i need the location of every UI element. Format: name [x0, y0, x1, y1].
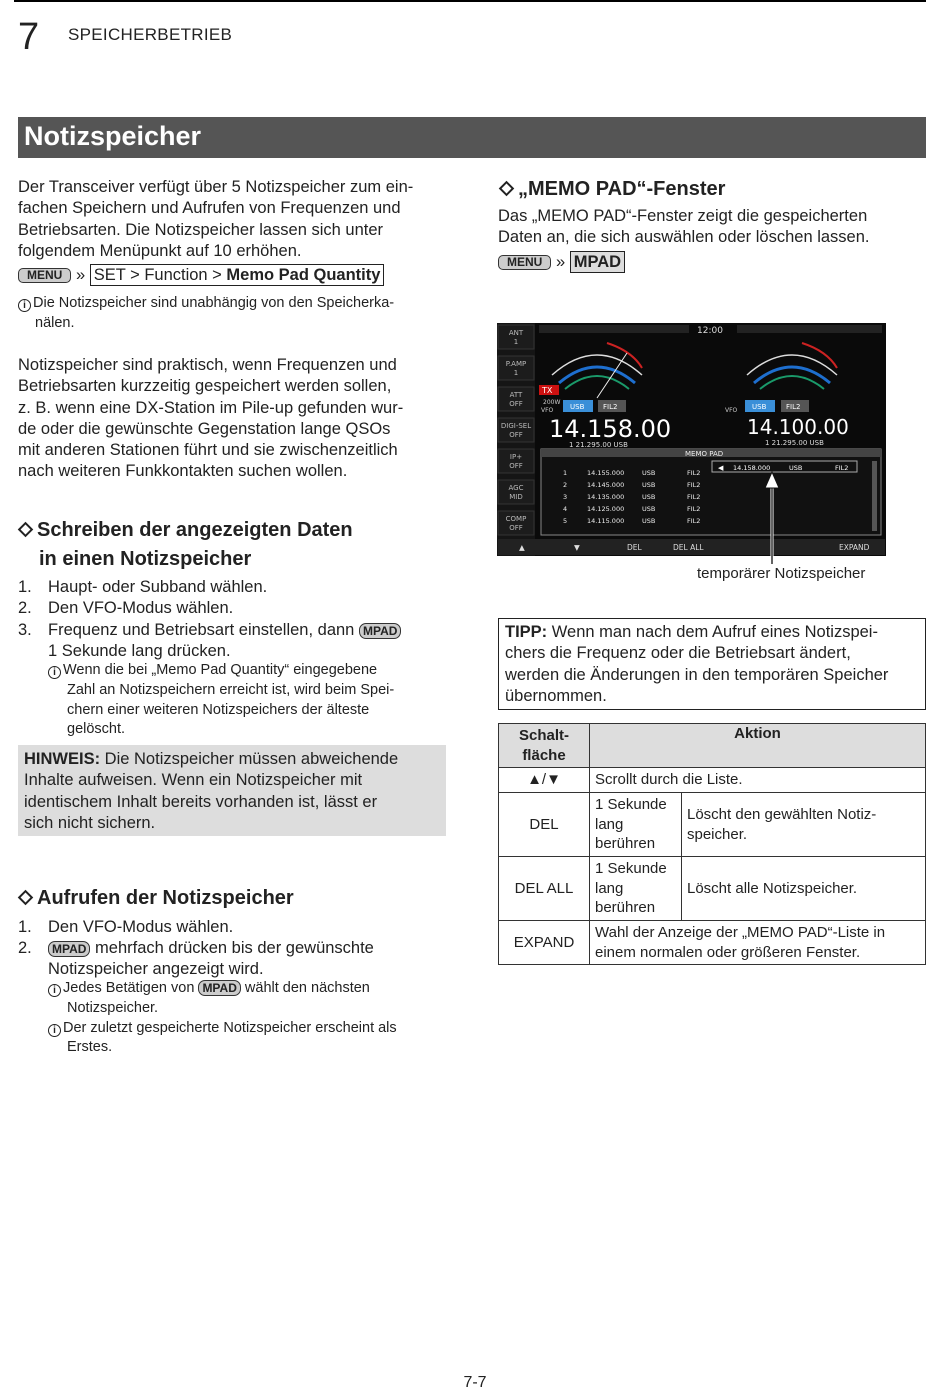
- svg-text:4: 4: [563, 505, 568, 513]
- svg-text:USB: USB: [642, 481, 656, 489]
- svg-text:OFF: OFF: [509, 400, 523, 408]
- svg-text:USB: USB: [642, 505, 656, 513]
- svg-text:DEL: DEL: [627, 543, 642, 552]
- intro-line: fachen Speichern und Aufrufen von Frequenzen und: [18, 199, 401, 218]
- mpad-path-box: MPAD: [570, 251, 625, 273]
- hinweis-box: HINWEIS: Die Notizspeicher müssen abweichende Inhalte aufweisen. Wenn ein Notizspeicher mit identischem Inhalt bereits vorhanden ist, lässt er sich nicht sichern.: [18, 745, 446, 836]
- tipp-box: TIPP: Wenn man nach dem Aufruf eines Notizspei- chers die Frequenz oder die Betriebsart ändert, werden die Änderungen in den temporären Speicher übernommen.: [498, 618, 926, 710]
- left-arrow-icon: ◀: [718, 464, 724, 472]
- list-item: 2. Den VFO-Modus wählen.: [18, 599, 234, 617]
- svg-text:1 21.295.00 USB: 1 21.295.00 USB: [569, 441, 628, 449]
- hinweis-label: HINWEIS:: [24, 750, 101, 768]
- svg-text:2: 2: [563, 481, 568, 489]
- svg-text:ANT: ANT: [508, 329, 524, 337]
- intro-line: folgendem Menüpunkt auf 10 erhöhen.: [18, 241, 302, 260]
- usage-line: mit anderen Stationen führt und sie zwischenzeitlich: [18, 441, 398, 460]
- section-banner: Notizspeicher: [18, 117, 926, 158]
- svg-text:P.AMP: P.AMP: [505, 360, 527, 368]
- recall-notes: i Jedes Betätigen von MPAD wählt den nächsten Notizspeicher. i Der zuletzt gespeicherte Notizspeicher erscheint als Erstes.: [48, 979, 448, 1058]
- usage-line: Notizspeicher sind praktisch, wenn Frequenzen und: [18, 356, 397, 374]
- svg-text:DIGI-SEL: DIGI-SEL: [500, 422, 532, 430]
- svg-text:USB: USB: [752, 403, 767, 411]
- mpad-key: MPAD: [48, 941, 90, 957]
- tipp-label: TIPP:: [505, 623, 548, 641]
- svg-text:MID: MID: [509, 493, 523, 501]
- svg-text:3: 3: [563, 493, 568, 501]
- menu-separator: »: [75, 266, 86, 284]
- svg-text:▲: ▲: [519, 543, 525, 552]
- svg-text:1: 1: [513, 369, 519, 377]
- svg-text:1: 1: [513, 338, 519, 346]
- usage-line: de oder die gewünschte Gegenstation lange QSOs: [18, 419, 391, 438]
- svg-text:ATT: ATT: [509, 391, 523, 399]
- screen-caption: temporärer Notizspeicher: [697, 565, 866, 582]
- table-row: EXPAND Wahl der Anzeige der „MEMO PAD“-Liste in einem normalen oder größeren Fenster.: [499, 921, 926, 965]
- list-item: 1. Den VFO-Modus wählen.: [18, 918, 234, 936]
- svg-text:14.155.000: 14.155.000: [587, 469, 625, 477]
- table-row: DEL ALL 1 Sekunde lang berühren Löscht alle Notizspeicher.: [499, 857, 926, 921]
- svg-text:USB: USB: [789, 464, 803, 472]
- intro-line: Der Transceiver verfügt über 5 Notizspeicher zum ein-: [18, 178, 414, 196]
- svg-text:FIL2: FIL2: [786, 403, 801, 411]
- svg-text:DEL ALL: DEL ALL: [673, 543, 704, 552]
- svg-text:1 21.295.00 USB: 1 21.295.00 USB: [765, 439, 824, 447]
- svg-text:USB: USB: [642, 517, 656, 525]
- memo-pad-desc: Das „MEMO PAD“-Fenster zeigt die gespeicherten Daten an, die sich auswählen oder löschen lassen.: [498, 207, 870, 247]
- svg-text:200W: 200W: [543, 399, 561, 406]
- usage-line: nach weiteren Funkkontakten suchen wollen.: [18, 462, 348, 481]
- svg-text:OFF: OFF: [509, 524, 523, 532]
- menu-path: SET > Function >: [93, 266, 227, 284]
- svg-text:14.135.000: 14.135.000: [587, 493, 625, 501]
- menu-path-box: [90, 264, 385, 286]
- intro-line: Betriebsarten. Die Notizspeicher lassen sich unter: [18, 220, 384, 239]
- svg-text:VFO: VFO: [725, 407, 738, 414]
- diamond-icon: [499, 180, 515, 196]
- svg-text:IP+: IP+: [509, 453, 523, 461]
- svg-text:FIL2: FIL2: [687, 493, 701, 501]
- svg-text:OFF: OFF: [509, 431, 523, 439]
- note-line: nälen.: [35, 314, 75, 331]
- page-number: 7-7: [463, 1374, 487, 1390]
- screen-svg: [497, 323, 886, 556]
- list-item: 2. MPAD mehrfach drücken bis der gewünschte Notizspeicher angezeigt wird.: [18, 939, 374, 979]
- intro-paragraph: [18, 177, 448, 262]
- svg-text:USB: USB: [570, 403, 585, 411]
- table-header-row: [499, 724, 926, 768]
- main-frequency: 14.158.00: [549, 415, 672, 443]
- usage-line: Betriebsarten kurzzeitig gespeichert werden sollen,: [18, 377, 392, 396]
- transceiver-screen: [497, 323, 886, 556]
- chapter-title: SPEICHERBETRIEB: [68, 25, 233, 44]
- table-header-action: Aktion: [590, 724, 926, 768]
- table-header-button: Schalt- fläche: [499, 724, 590, 768]
- svg-text:AGC: AGC: [508, 484, 524, 492]
- usage-paragraph: [18, 355, 448, 483]
- menu-key: MENU: [498, 255, 551, 270]
- info-icon: i: [48, 666, 61, 679]
- chapter-number: 7: [18, 16, 40, 58]
- write-heading-line2: in einen Notizspeicher: [39, 548, 252, 570]
- svg-text:VFO: VFO: [541, 407, 554, 414]
- info-icon: i: [48, 1024, 61, 1037]
- menu-path-line: [18, 264, 448, 286]
- diamond-icon: [18, 889, 34, 905]
- svg-text:FIL2: FIL2: [687, 505, 701, 513]
- header-rule: [14, 0, 926, 2]
- svg-text:FIL2: FIL2: [835, 464, 849, 472]
- menu-path-bold: Memo Pad Quantity: [226, 266, 381, 284]
- svg-text:FIL2: FIL2: [687, 517, 701, 525]
- info-icon: i: [18, 299, 31, 312]
- write-note: i Wenn die bei „Memo Pad Quantity“ eingegebene Zahl an Notizspeichern erreicht ist, wird beim Spei- chern einer weiteren Notizspeichers der älteste gelöscht.: [48, 661, 448, 740]
- action-table: [498, 723, 926, 965]
- svg-text:FIL2: FIL2: [603, 403, 618, 411]
- meter-left: [552, 343, 642, 398]
- svg-text:14.145.000: 14.145.000: [587, 481, 625, 489]
- left-buttons: [498, 325, 534, 535]
- svg-text:COMP: COMP: [505, 515, 527, 523]
- sub-frequency: 14.100.00: [747, 415, 849, 439]
- memo-pad-heading: „MEMO PAD“-Fenster: [498, 175, 928, 203]
- svg-text:FIL2: FIL2: [687, 469, 701, 477]
- callout-arrow: [760, 470, 784, 566]
- table-row: ▲/▼ Scrollt durch die Liste.: [499, 768, 926, 793]
- svg-text:USB: USB: [642, 469, 656, 477]
- table-row: DEL 1 Sekunde lang berühren Löscht den gewählten Notiz- speicher.: [499, 793, 926, 857]
- diamond-icon: [18, 521, 34, 537]
- list-item: 3. Frequenz und Betriebsart einstellen, dann MPAD 1 Sekunde lang drücken.: [18, 620, 448, 664]
- svg-text:▼: ▼: [574, 543, 580, 552]
- svg-text:USB: USB: [642, 493, 656, 501]
- svg-text:14.115.000: 14.115.000: [587, 517, 625, 525]
- screen-clock: 12:00: [697, 326, 723, 336]
- note-line: Die Notizspeicher sind unabhängig von den Speicherka-: [33, 295, 395, 311]
- svg-text:14.125.000: 14.125.000: [587, 505, 625, 513]
- mpad-key: MPAD: [198, 980, 240, 996]
- svg-text:OFF: OFF: [509, 462, 523, 470]
- svg-text:5: 5: [563, 517, 568, 525]
- memo-menu-path: MENU » MPAD: [498, 251, 928, 273]
- svg-text:EXPAND: EXPAND: [839, 543, 870, 552]
- mpad-key: MPAD: [359, 623, 401, 639]
- list-item: 1. Haupt- oder Subband wählen.: [18, 578, 268, 596]
- intro-note: [18, 294, 448, 334]
- svg-text:FIL2: FIL2: [687, 481, 701, 489]
- recall-heading: Aufrufen der Notizspeicher: [18, 884, 448, 912]
- usage-line: z. B. wenn eine DX-Station im Pile-up gefunden wur-: [18, 398, 404, 417]
- svg-text:1: 1: [563, 469, 568, 477]
- write-heading: Schreiben der angezeigten Daten: [18, 516, 448, 544]
- svg-text:TX: TX: [542, 386, 553, 395]
- meter-right: [747, 343, 837, 389]
- info-icon: i: [48, 984, 61, 997]
- memo-pad-title: MEMO PAD: [685, 450, 724, 458]
- bottom-buttons: [498, 539, 885, 555]
- menu-key: MENU: [18, 268, 71, 283]
- svg-text:14.158.000: 14.158.000: [733, 464, 771, 472]
